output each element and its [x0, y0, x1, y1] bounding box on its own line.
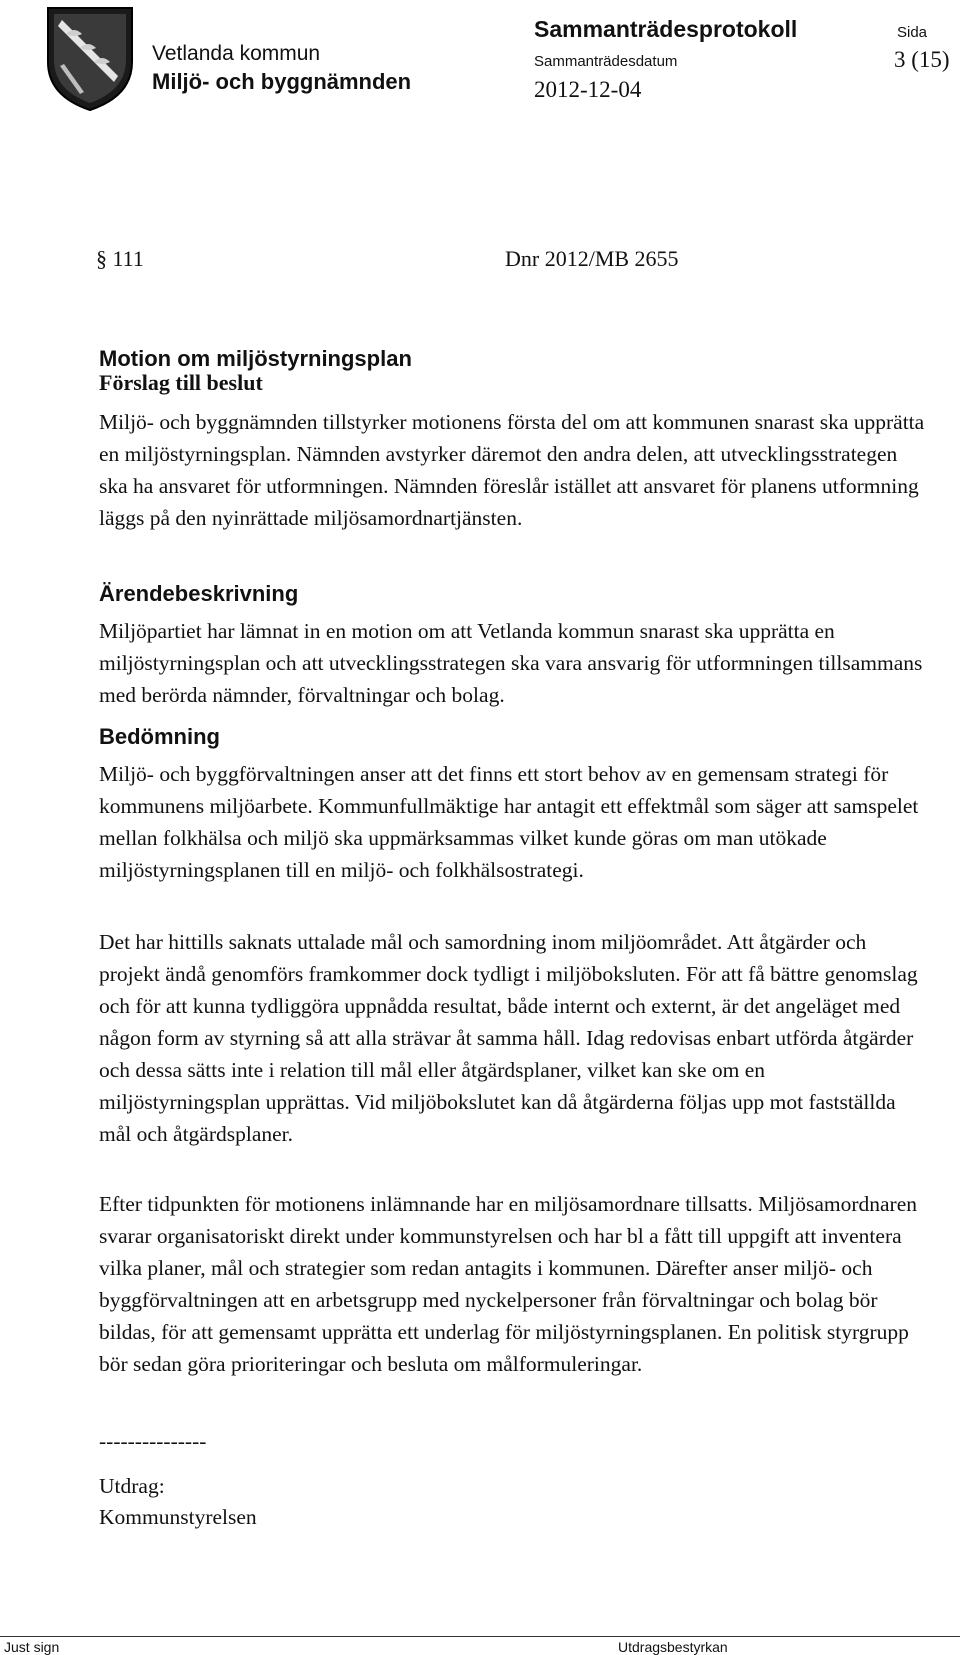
document-title: Sammanträdesprotokoll	[534, 16, 798, 42]
footer-signature-label: Just sign	[4, 1639, 60, 1655]
proposal-text: Miljö- och byggnämnden tillstyrker motionens första del om att kommunen snarast ska upprätta en miljöstyrningsplan. Nämnden avstyrker däremot den andra delen, att utvecklingsstrategen ska ha ansvaret för utformningen. Nämnden föreslår istället att ansvaret för planens utformning läggs på den nyinrättade miljösamordnartjänsten.	[99, 410, 925, 530]
section-title: Motion om miljöstyrningsplan	[99, 346, 412, 371]
diary-number: Dnr 2012/MB 2655	[505, 246, 679, 271]
extract-recipient: Kommunstyrelsen	[99, 1505, 257, 1529]
board-name: Miljö- och byggnämnden	[152, 69, 412, 94]
section-number: § 111	[96, 246, 144, 271]
page-number: 3 (15)	[894, 47, 950, 72]
footer-extract-certification: Utdragsbestyrkan	[618, 1639, 728, 1655]
assessment-paragraph-1: Miljö- och byggförvaltningen anser att det finns ett stort behov av en gemensam strategi för kommunens miljöarbete. Kommunfullmäktige har antagit ett effektmål som säger att samspelet mellan folkhälsa och miljö ska uppmärksammas vilket kunde göras om man utökade miljöstyrningsplanen till en miljö- och folkhälsostrategi.	[99, 762, 919, 882]
assessment-heading: Bedömning	[99, 724, 220, 749]
assessment-paragraph-3: Efter tidpunkten för motionens inlämnande har en miljösamordnare tillsatts. Miljösamordnaren svarar organisatoriskt direkt under kommunstyrelsen och har bl a fått till uppgift att inventera vilka planer, mål och strategier som redan antagits i kommunen. Därefter anser miljö- och byggförvaltningen att en arbetsgrupp med nyckelpersoner från förvaltningar och bolag bör bildas, för att gemensamt upprätta ett underlag för miljöstyrningsplanen. En politisk styrgrupp bör sedan göra prioriteringar och besluta om målformuleringar.	[99, 1192, 917, 1376]
description-text: Miljöpartiet har lämnat in en motion om att Vetlanda kommun snarast ska upprätta en miljöstyrningsplan och att utvecklingsstrategen ska vara ansvarig för utformningen tillsammans med berörda nämnder, förvaltningar och bolag.	[99, 619, 923, 707]
separator-line: ---------------	[99, 1429, 207, 1453]
assessment-paragraph-2: Det har hittills saknats uttalade mål och samordning inom miljöområdet. Att åtgärder och projekt ändå genomförs framkommer dock tydligt i miljöboksluten. För att få bättre genomslag och för att kunna tydliggöra uppnådda resultat, både internt och externt, är det angeläget med någon form av styrning så att alla strävar åt samma håll. Idag redovisas enbart utförda åtgärder och dessa sätts inte i relation till mål eller åtgärdsplaner, vilket kan ske om en miljöstyrningsplan upprättas. Vid miljöbokslutet kan då åtgärderna följas upp mot fastställda mål och åtgärdsplaner.	[99, 930, 918, 1146]
meeting-date: 2012-12-04	[534, 77, 642, 102]
meeting-date-label: Sammanträdesdatum	[534, 53, 678, 70]
description-heading: Ärendebeskrivning	[99, 581, 299, 606]
extract-label: Utdrag:	[99, 1474, 165, 1498]
organization-name: Vetlanda kommun	[152, 42, 321, 65]
municipal-coat-of-arms-icon	[44, 4, 136, 112]
footer-divider	[0, 1636, 960, 1637]
proposal-heading: Förslag till beslut	[99, 370, 263, 395]
page-label: Sida	[897, 24, 928, 41]
